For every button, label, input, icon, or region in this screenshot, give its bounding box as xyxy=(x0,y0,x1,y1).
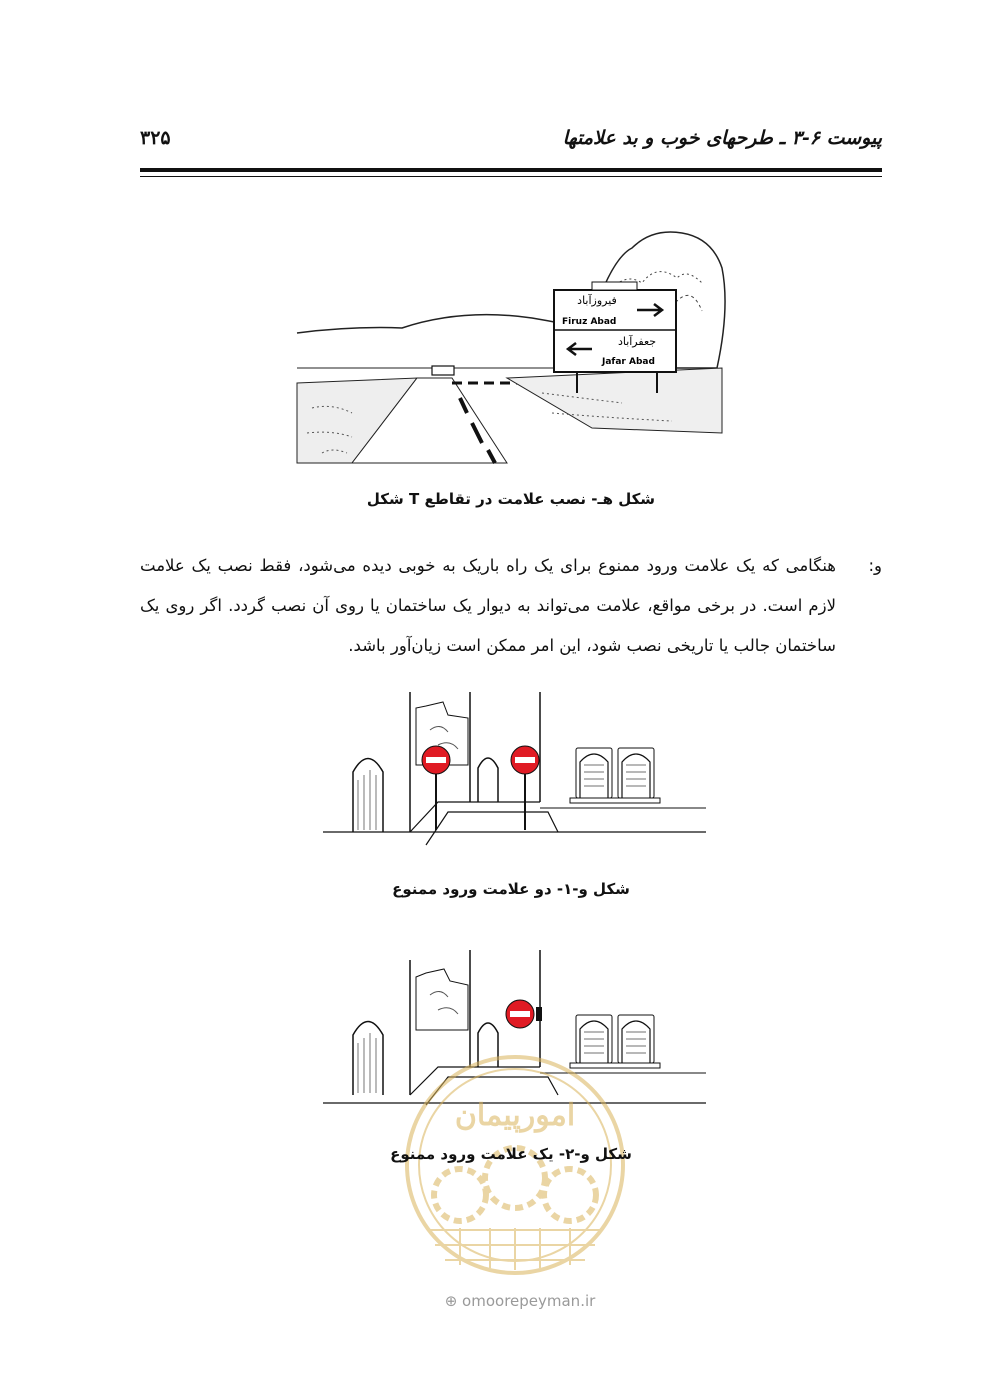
watermark-seal-icon xyxy=(390,1050,640,1280)
figure-two-signs-caption: شکل و-۱- دو علامت ورود ممنوع xyxy=(392,880,630,898)
header-rule-thick xyxy=(140,168,882,172)
paragraph-text: هنگامی که یک علامت ورود ممنوع برای یک راه باریک به خوبی دیده می‌شود، فقط نصب یک علامت لازم است. در برخی مواقع، علامت می‌تواند به دیوار یک ساختمان یا روی آن نصب گردد. اگر روی یک ساختمان جالب یا تاریخی نصب شود، این امر ممکن است زیان‌آور باشد. xyxy=(140,556,836,655)
watermark-logo xyxy=(390,1050,640,1280)
watermark-url-text: omoorepeyman.ir xyxy=(462,1292,596,1310)
header-title: پیوست ۶-۳ ـ طرحهای خوب و بد علامتها xyxy=(562,127,882,149)
figure-t-junction xyxy=(292,218,732,466)
paragraph-label: و: xyxy=(868,556,882,575)
globe-icon: ⊕ xyxy=(444,1292,458,1310)
page-header xyxy=(140,118,882,158)
paragraph-v xyxy=(140,546,882,666)
two-signs-illustration xyxy=(318,690,710,860)
watermark-url xyxy=(400,1292,640,1310)
watermark-logo-text: امورپیمان xyxy=(454,1098,576,1133)
sign-text-firuzabad-fa: فیروزآباد xyxy=(577,294,617,307)
header-rule-thin xyxy=(140,176,882,177)
page-number: ۳۲۵ xyxy=(140,127,171,149)
figure-two-no-entry-signs xyxy=(318,690,710,860)
figure-t-caption: شکل هـ- نصب علامت در تقاطع T شکل xyxy=(366,490,656,508)
t-junction-illustration xyxy=(292,218,732,466)
sign-text-jafarabad-en: Jafar Abad xyxy=(602,357,655,367)
figure-one-sign-caption: شکل و-۲- یک علامت ورود ممنوع xyxy=(390,1145,632,1163)
sign-text-firuzabad-en: Firuz Abad xyxy=(562,317,617,327)
sign-text-jafarabad-fa: جعفرآباد xyxy=(617,335,657,348)
